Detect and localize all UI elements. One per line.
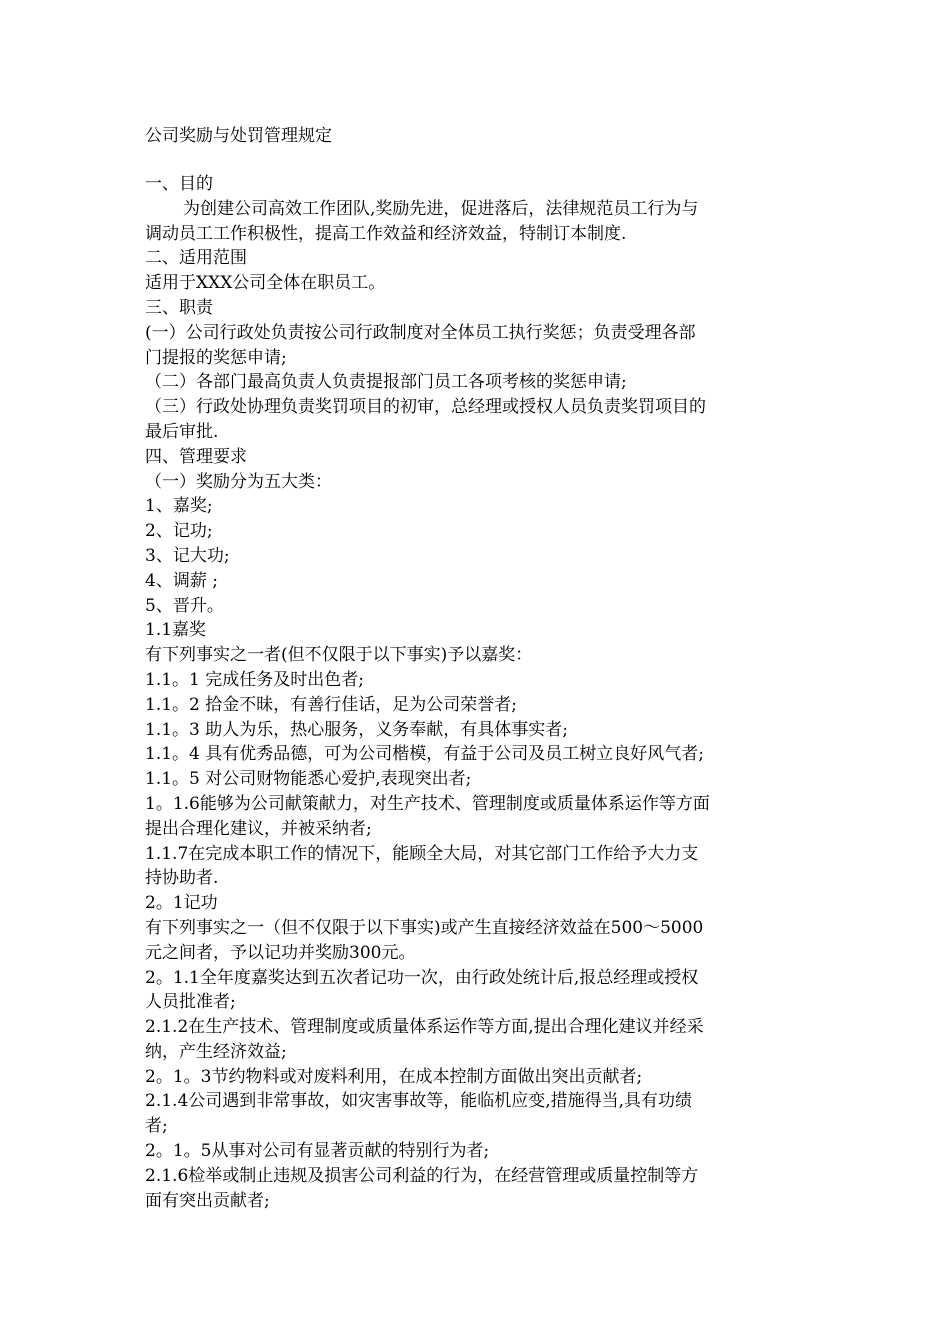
paragraph-line: 有下列事实之一者(但不仅限于以下事实)予以嘉奖： <box>145 645 533 666</box>
paragraph-line: 人员批准者; <box>145 992 236 1013</box>
document-title: 公司奖励与处罚管理规定 <box>145 126 332 146</box>
paragraph-line: 纳，产生经济效益; <box>145 1041 287 1062</box>
list-item: 2.1.4公司遇到非常事故，如灾害事故等，能临机应变,措施得当,具有功绩 <box>145 1091 693 1112</box>
paragraph-line: 元之间者，予以记功并奖励300元。 <box>145 942 416 963</box>
list-item: 2。1。5从事对公司有显著贡献的特别行为者; <box>145 1141 490 1162</box>
paragraph-line: （三）行政处协理负责奖罚项目的初审，总经理或授权人员负责奖罚项目的 <box>145 397 706 418</box>
paragraph-line: (一）公司行政处负责按公司行政制度对全体员工执行奖惩；负责受理各部 <box>145 322 696 343</box>
paragraph-line: 最后审批. <box>145 421 219 442</box>
list-item: 2。1.1全年度嘉奖达到五次者记功一次，由行政处统计后,报总经理或授权 <box>145 967 699 988</box>
paragraph-line: 提出合理化建议，并被采纳者; <box>145 818 372 839</box>
document-page <box>145 0 825 1344</box>
list-item: 1。1.6能够为公司献策献力，对生产技术、管理制度或质量体系运作等方面 <box>145 793 710 814</box>
list-item: 1.1.7在完成本职工作的情况下，能顾全大局，对其它部门工作给予大力支 <box>145 843 699 864</box>
list-item: 2、记功; <box>145 521 213 542</box>
paragraph-line: 者; <box>145 1116 168 1137</box>
paragraph-line: 适用于XXX公司全体在职员工。 <box>145 273 386 294</box>
paragraph-line: 为创建公司高效工作团队,奖励先进，促进落后，法律规范员工行为与 <box>183 198 699 219</box>
document-body <box>145 172 825 1213</box>
list-item: 1.1。1 完成任务及时出色者; <box>145 669 364 690</box>
paragraph-line: （一）奖励分为五大类： <box>145 471 332 492</box>
section-heading-duties: 三、职责 <box>145 297 213 318</box>
subsection-heading: 2。1记功 <box>145 893 218 914</box>
list-item: 2.1.2在生产技术、管理制度或质量体系运作等方面,提出合理化建议并经采 <box>145 1017 704 1038</box>
paragraph-line: （二）各部门最高负责人负责提报部门员工各项考核的奖惩申请; <box>145 372 627 393</box>
list-item: 1.1。2 拾金不昧，有善行佳话，足为公司荣誉者; <box>145 694 517 715</box>
list-item: 1.1。3 助人为乐，热心服务，义务奉献，有具体事实者; <box>145 719 568 740</box>
list-item: 2。1。3节约物料或对废料利用，在成本控制方面做出突出贡献者; <box>145 1066 643 1087</box>
section-heading-purpose: 一、目的 <box>145 174 213 194</box>
paragraph-line: 门提报的奖惩申请; <box>145 347 287 368</box>
list-item: 1.1。4 具有优秀品德，可为公司楷模，有益于公司及员工树立良好风气者; <box>145 744 704 765</box>
paragraph-line: 持协助者. <box>145 868 219 889</box>
list-item: 5、晋升。 <box>145 595 224 616</box>
section-heading-requirements: 四、管理要求 <box>145 446 247 467</box>
list-item: 1、嘉奖; <box>145 496 213 517</box>
list-item: 3、记大功; <box>145 545 230 566</box>
paragraph-line: 面有突出贡献者; <box>145 1190 270 1211</box>
list-item: 2.1.6检举或制止违规及损害公司利益的行为，在经营管理或质量控制等方 <box>145 1165 699 1186</box>
section-heading-scope: 二、适用范围 <box>145 248 247 269</box>
paragraph-line: 有下列事实之一（但不仅限于以下事实)或产生直接经济效益在500～5000 <box>145 917 704 938</box>
paragraph-line: 调动员工工作积极性，提高工作效益和经济效益，特制订本制度. <box>145 223 627 244</box>
subsection-heading: 1.1嘉奖 <box>145 620 207 641</box>
list-item: 1.1。5 对公司财物能悉心爱护,表现突出者; <box>145 769 472 790</box>
list-item: 4、调薪 ; <box>145 570 218 591</box>
